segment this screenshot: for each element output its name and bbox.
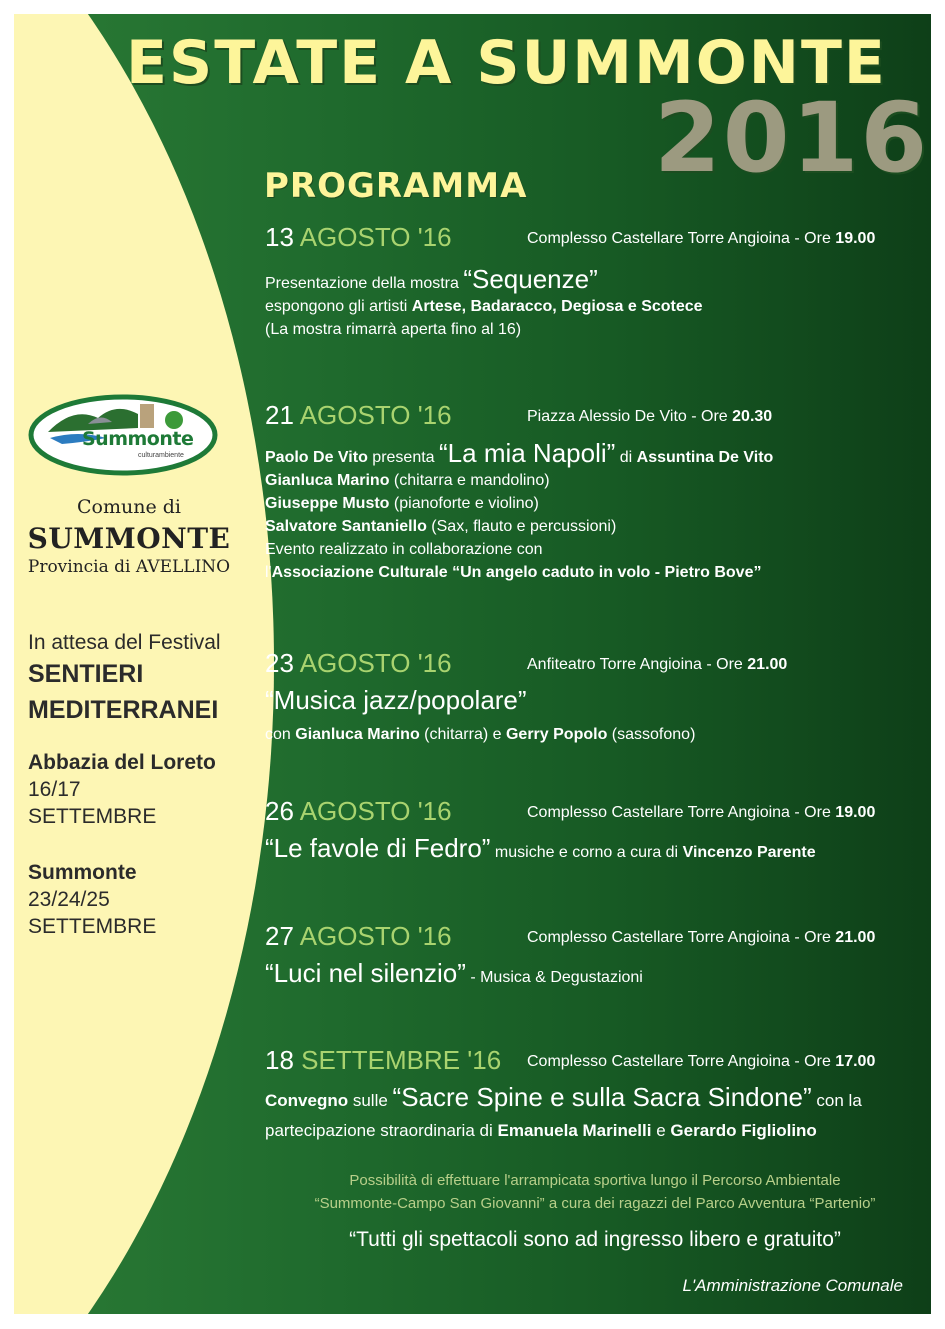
month-summonte: SETTEMBRE xyxy=(28,915,157,938)
event-27-agosto xyxy=(265,921,925,996)
month-abbazia: SETTEMBRE xyxy=(28,805,157,828)
event-26-agosto xyxy=(265,796,925,871)
event-place: Anfiteatro Torre Angioina - Ore 21.00 xyxy=(527,656,788,673)
event-date: 21 AGOSTO '16 xyxy=(265,400,452,430)
comune-di: Comune di xyxy=(77,496,181,518)
event-21-agosto xyxy=(265,400,925,584)
dates-abbazia: 16/17 xyxy=(28,778,81,801)
event-date: 27 AGOSTO '16 xyxy=(265,921,452,951)
logo-wordmark: Summonte xyxy=(82,428,194,450)
programma-heading: PROGRAMMA xyxy=(264,166,528,206)
event-place: Complesso Castellare Torre Angioina - Ore 17.00 xyxy=(527,1053,876,1070)
venue-summonte: Summonte xyxy=(28,861,137,884)
event-title: “Luci nel silenzio” - Musica & Degustazioni xyxy=(265,958,643,988)
event-title: Convegno sulle “Sacre Spine e sulla Sacra Sindone” con la xyxy=(265,1082,862,1112)
signature: L'Amministrazione Comunale xyxy=(682,1276,903,1295)
event-description: Presentazione della mostra “Sequenze” xyxy=(265,264,598,294)
event-title: “Le favole di Fedro” musiche e corno a cura di Vincenzo Parente xyxy=(265,833,816,863)
comune-block xyxy=(14,496,244,577)
performer-line: Gianluca Marino (chitarra e mandolino) xyxy=(265,472,550,489)
event-18-settembre xyxy=(265,1045,925,1142)
event-title: “Musica jazz/popolare” xyxy=(265,685,527,715)
association-line: l'Associazione Culturale “Un angelo caduto in volo - Pietro Bove” xyxy=(265,564,762,581)
event-place: Complesso Castellare Torre Angioina - Ore 19.00 xyxy=(527,804,876,821)
climbing-note-line1: Possibilità di effettuare l'arrampicata sportiva lungo il Percorso Ambientale xyxy=(349,1172,841,1189)
event-date: 26 AGOSTO '16 xyxy=(265,796,452,826)
event-description: Paolo De Vito presenta “La mia Napoli” di Assuntina De Vito xyxy=(265,438,774,468)
event-place: Complesso Castellare Torre Angioina - Ore 19.00 xyxy=(527,230,876,247)
poster-year: 2016 xyxy=(654,82,930,194)
festival-intro: In attesa del Festival xyxy=(28,631,221,654)
event-23-agosto xyxy=(265,648,925,746)
dates-summonte: 23/24/25 xyxy=(28,888,110,911)
poster-title: ESTATE A SUMMONTE xyxy=(126,28,887,98)
provincia: Provincia di AVELLINO xyxy=(27,557,231,577)
event-13-agosto xyxy=(265,222,925,341)
logo-tagline: culturambiente xyxy=(138,452,184,459)
climbing-note-line2: “Summonte-Campo San Giovanni” a cura dei ragazzi del Parco Avventura “Partenio” xyxy=(314,1195,876,1212)
free-entry-quote: “Tutti gli spettacoli sono ad ingresso libero e gratuito” xyxy=(349,1228,841,1251)
event-date: 13 AGOSTO '16 xyxy=(265,222,452,252)
comune-name: SUMMONTE xyxy=(27,522,231,555)
collaboration-line: Evento realizzato in collaborazione con xyxy=(265,541,543,558)
performer-line: Salvatore Santaniello (Sax, flauto e percussioni) xyxy=(265,518,617,535)
performer-line: Giuseppe Musto (pianoforte e violino) xyxy=(265,495,539,512)
festival-name-1: SENTIERI xyxy=(28,660,144,688)
event-date: 23 AGOSTO '16 xyxy=(265,648,452,678)
festival-name-2: MEDITERRANEI xyxy=(28,696,219,724)
venue-abbazia: Abbazia del Loreto xyxy=(28,751,216,774)
event-place: Complesso Castellare Torre Angioina - Ore 21.00 xyxy=(527,929,876,946)
poster xyxy=(14,14,931,1314)
event-guests: partecipazione straordinaria di Emanuela Marinelli e Gerardo Figliolino xyxy=(265,1121,817,1140)
event-artists: espongono gli artisti Artese, Badaracco, Degiosa e Scotece xyxy=(265,298,703,315)
event-performers: con Gianluca Marino (chitarra) e Gerry Popolo (sassofono) xyxy=(265,726,696,743)
event-date: 18 SETTEMBRE '16 xyxy=(265,1045,502,1075)
event-place: Piazza Alessio De Vito - Ore 20.30 xyxy=(527,408,773,425)
event-note: (La mostra rimarrà aperta fino al 16) xyxy=(265,321,522,338)
summonte-logo xyxy=(28,394,218,476)
